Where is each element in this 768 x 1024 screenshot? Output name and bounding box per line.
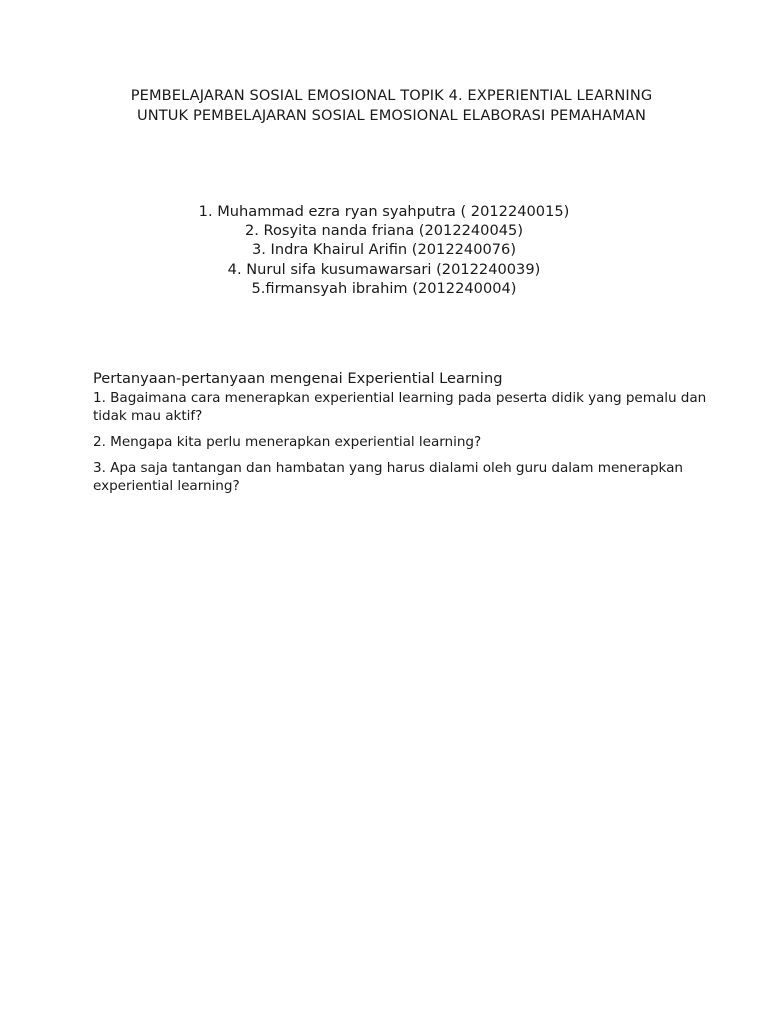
title-line-1: PEMBELAJARAN SOSIAL EMOSIONAL TOPIK 4. EXPERIENTIAL LEARNING <box>130 87 653 104</box>
questions-heading: Pertanyaan-pertanyaan mengenai Experiential Learning <box>93 370 503 387</box>
question-item: 3. Apa saja tantangan dan hambatan yang harus dialami oleh guru dalam menerapkan experiential learning? <box>93 460 683 494</box>
member-item: 5.firmansyah ibrahim (2012240004) <box>251 279 517 297</box>
questions-section <box>93 369 713 503</box>
member-list <box>0 202 768 298</box>
document-title <box>0 86 768 126</box>
member-item: 1. Muhammad ezra ryan syahputra ( 2012240015) <box>198 203 570 220</box>
member-item: 2. Rosyita nanda friana (2012240045) <box>244 222 524 240</box>
title-line-2: UNTUK PEMBELAJARAN SOSIAL EMOSIONAL ELABORASI PEMAHAMAN <box>136 107 647 124</box>
member-item: 4. Nurul sifa kusumawarsari (2012240039) <box>227 260 541 278</box>
member-item: 3. Indra Khairul Arifin (2012240076) <box>251 241 517 259</box>
question-item: 1. Bagaimana cara menerapkan experiential learning pada peserta didik yang pemalu dan tidak mau aktif? <box>93 390 707 424</box>
question-item: 2. Mengapa kita perlu menerapkan experiential learning? <box>93 434 482 450</box>
